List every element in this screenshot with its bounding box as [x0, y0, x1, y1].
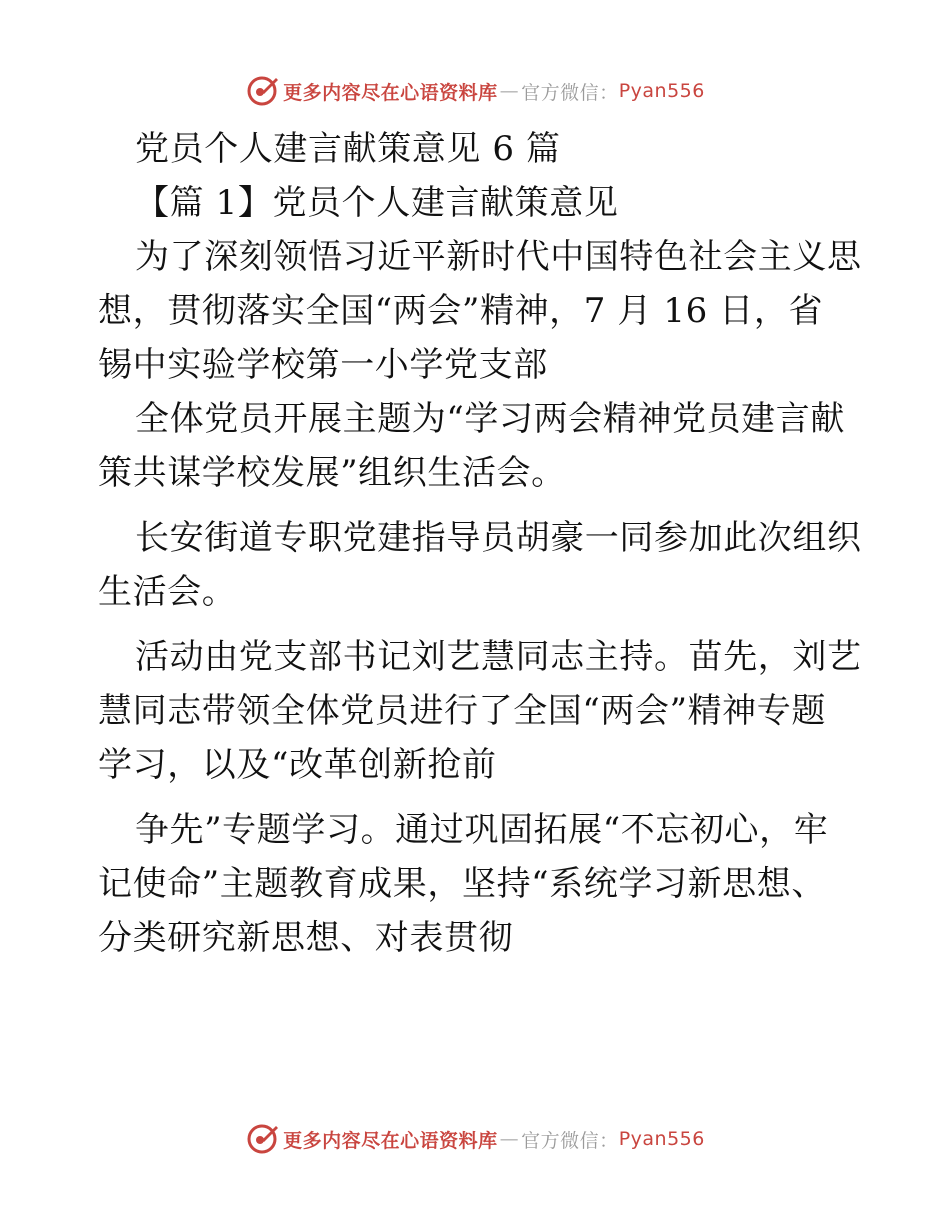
paragraph-line: 想，贯彻落实全国“两会”精神，7 月 16 日，省 [98, 291, 824, 331]
paragraph-line: 生活会。 [98, 572, 237, 612]
footer-watermark [0, 1119, 950, 1159]
watermark-brand: 更多内容尽在心语资料库 [283, 81, 498, 104]
paragraph-line: 策共谋学校发展”组织生活会。 [98, 453, 566, 493]
watermark-account-label: 官方微信： [521, 1129, 619, 1152]
watermark-account-id: Pyan556 [618, 1128, 705, 1150]
watermark-dash: — [499, 80, 520, 102]
paragraph-line: 慧同志带领全体党员进行了全国“两会”精神专题 [98, 691, 826, 731]
watermark-dash: — [499, 1128, 520, 1150]
pen-circle-logo-icon [245, 74, 279, 108]
paragraph-line: 分类研究新思想、对表贯彻 [98, 918, 514, 958]
paragraph-line: 长安街道专职党建指导员胡豪一同参加此次组织 [135, 518, 862, 558]
watermark-brand: 更多内容尽在心语资料库 [283, 1129, 498, 1152]
header-watermark [0, 71, 950, 111]
paragraph-line: 活动由党支部书记刘艺慧同志主持。苗先，刘艺 [135, 637, 862, 677]
paragraph-line: 学习，以及“改革创新抢前 [98, 745, 497, 785]
document-title: 党员个人建言献策意见 6 篇 [135, 129, 561, 169]
paragraph-line: 为了深刻领悟习近平新时代中国特色社会主义思 [135, 237, 862, 277]
watermark-account-label: 官方微信： [521, 81, 619, 104]
pen-circle-logo-icon [245, 1122, 279, 1156]
paragraph-line: 争先”专题学习。通过巩固拓展“不忘初心，牢 [135, 810, 829, 850]
document-body [98, 122, 862, 965]
watermark-account-id: Pyan556 [618, 80, 705, 102]
section-heading: 【篇 1】党员个人建言献策意见 [135, 183, 619, 223]
paragraph-line: 记使命”主题教育成果，坚持“系统学习新思想、 [98, 864, 826, 904]
paragraph-line: 全体党员开展主题为“学习两会精神党员建言献 [135, 399, 845, 439]
paragraph-line: 锡中实验学校第一小学党支部 [98, 345, 548, 385]
